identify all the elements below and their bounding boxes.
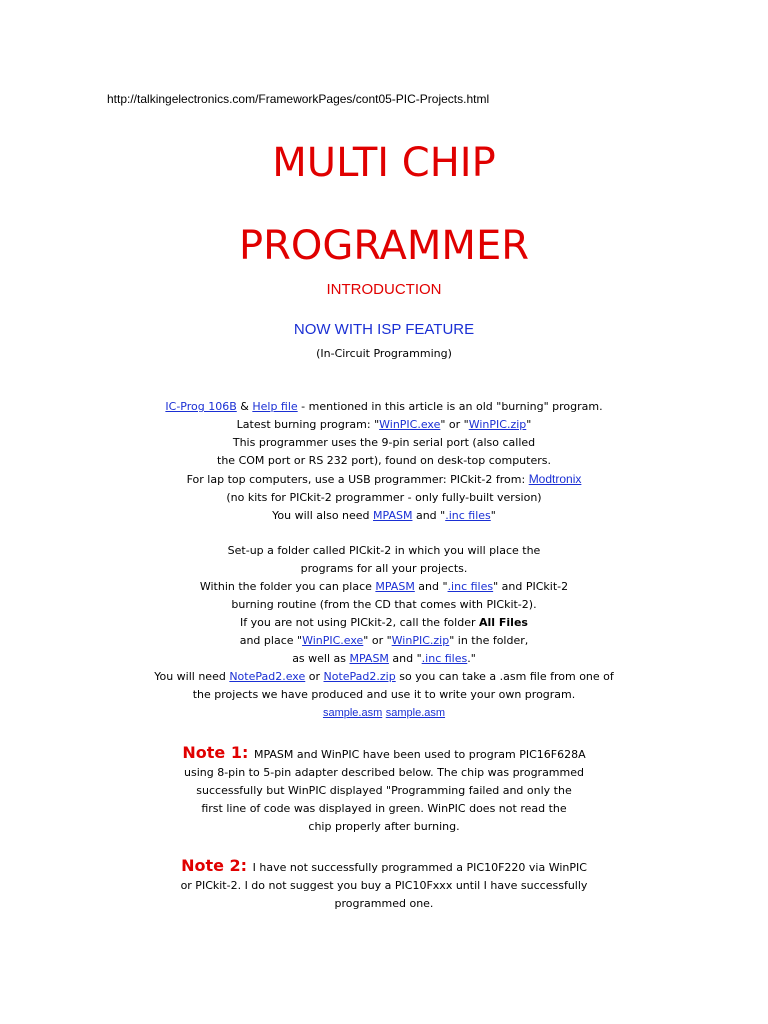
notepad2-zip-link[interactable]: NotePad2.zip <box>323 670 396 683</box>
para1-line1: IC-Prog 106B & Help file - mentioned in this article is an old "burning" program. <box>165 400 603 413</box>
para2-samples <box>0 704 768 722</box>
winpic-exe-link[interactable]: WinPIC.exe <box>379 418 441 431</box>
note2-label: Note 2 <box>181 856 241 875</box>
para2-line5: If you are not using PICkit-2, call the folder All Files <box>240 616 528 629</box>
sample-asm-link[interactable]: sample.asm <box>322 707 383 719</box>
note2-line1: Note 2: I have not successfully programmed a PIC10F220 via WinPIC <box>181 856 587 875</box>
page-title-line1: MULTI CHIP <box>272 140 496 186</box>
para1-line2: Latest burning program: "WinPIC.exe" or "WinPIC.zip" <box>236 418 532 431</box>
para1-line6: (no kits for PICkit-2 programmer - only fully-built version) <box>226 491 542 504</box>
para1-line4: the COM port or RS 232 port), found on desk-top computers. <box>217 454 551 467</box>
inc-files-link[interactable]: .inc files <box>445 509 491 522</box>
note1-line4: first line of code was displayed in green. WinPIC does not read the <box>201 802 567 815</box>
isp-heading: NOW WITH ISP FEATURE <box>293 321 475 338</box>
note1-label: Note 1 <box>182 743 242 762</box>
note2-line2: or PICkit-2. I do not suggest you buy a PIC10Fxxx until I have successfully <box>180 879 588 892</box>
note1-line5: chip properly after burning. <box>308 820 460 833</box>
note1-line2: using 8-pin to 5-pin adapter described below. The chip was programmed <box>184 766 584 779</box>
help-file-link[interactable]: Help file <box>252 400 298 413</box>
inc-files-link[interactable]: .inc files <box>447 580 494 593</box>
para2-line7: as well as MPASM and ".inc files." <box>292 652 476 665</box>
icprog-link[interactable]: IC-Prog 106B <box>165 400 237 413</box>
para2-line1: Set-up a folder called PICkit-2 in which you will place the <box>227 544 541 557</box>
note1-line1: Note 1: MPASM and WinPIC have been used to program PIC16F628A <box>182 743 586 762</box>
para2-line3: Within the folder you can place MPASM and ".inc files" and PICkit-2 <box>199 580 569 593</box>
setup-paragraph <box>0 542 768 722</box>
para1-line3: This programmer uses the 9-pin serial port (also called <box>232 436 536 449</box>
sample-asm-link-2[interactable]: sample.asm <box>385 707 446 719</box>
para2-line6: and place "WinPIC.exe" or "WinPIC.zip" in the folder, <box>239 634 529 647</box>
winpic-zip-link[interactable]: WinPIC.zip <box>468 418 527 431</box>
winpic-zip-link[interactable]: WinPIC.zip <box>391 634 450 647</box>
para2-line9: the projects we have produced and use it to write your own program. <box>192 688 576 701</box>
para1-line5: For lap top computers, use a USB programmer: PICkit-2 from: Modtronix <box>186 472 582 486</box>
note1-line3: successfully but WinPIC displayed "Programming failed and only the <box>196 784 572 797</box>
source-url: http://talkingelectronics.com/FrameworkPages/cont05-PIC-Projects.html <box>107 92 490 106</box>
inc-files-link[interactable]: .inc files <box>421 652 468 665</box>
mpasm-link[interactable]: MPASM <box>349 652 389 665</box>
note2-line3: programmed one. <box>334 897 434 910</box>
para1-line7: You will also need MPASM and ".inc files" <box>272 509 496 522</box>
mpasm-link[interactable]: MPASM <box>373 509 413 522</box>
isp-subheading: (In-Circuit Programming) <box>316 347 452 360</box>
mpasm-link[interactable]: MPASM <box>375 580 415 593</box>
para2-line8: You will need NotePad2.exe or NotePad2.zip so you can take a .asm file from one of <box>154 670 614 683</box>
page-title-line2: PROGRAMMER <box>238 223 530 269</box>
intro-paragraph <box>0 398 768 525</box>
introduction-heading: INTRODUCTION <box>326 281 442 298</box>
para2-line4: burning routine (from the CD that comes with PICkit-2). <box>231 598 537 611</box>
para2-line2: programs for all your projects. <box>300 562 468 575</box>
note1-paragraph <box>0 744 768 836</box>
winpic-exe-link[interactable]: WinPIC.exe <box>302 634 364 647</box>
notepad2-exe-link[interactable]: NotePad2.exe <box>229 670 306 683</box>
note2-paragraph <box>0 857 768 913</box>
modtronix-link[interactable]: Modtronix <box>528 472 582 486</box>
